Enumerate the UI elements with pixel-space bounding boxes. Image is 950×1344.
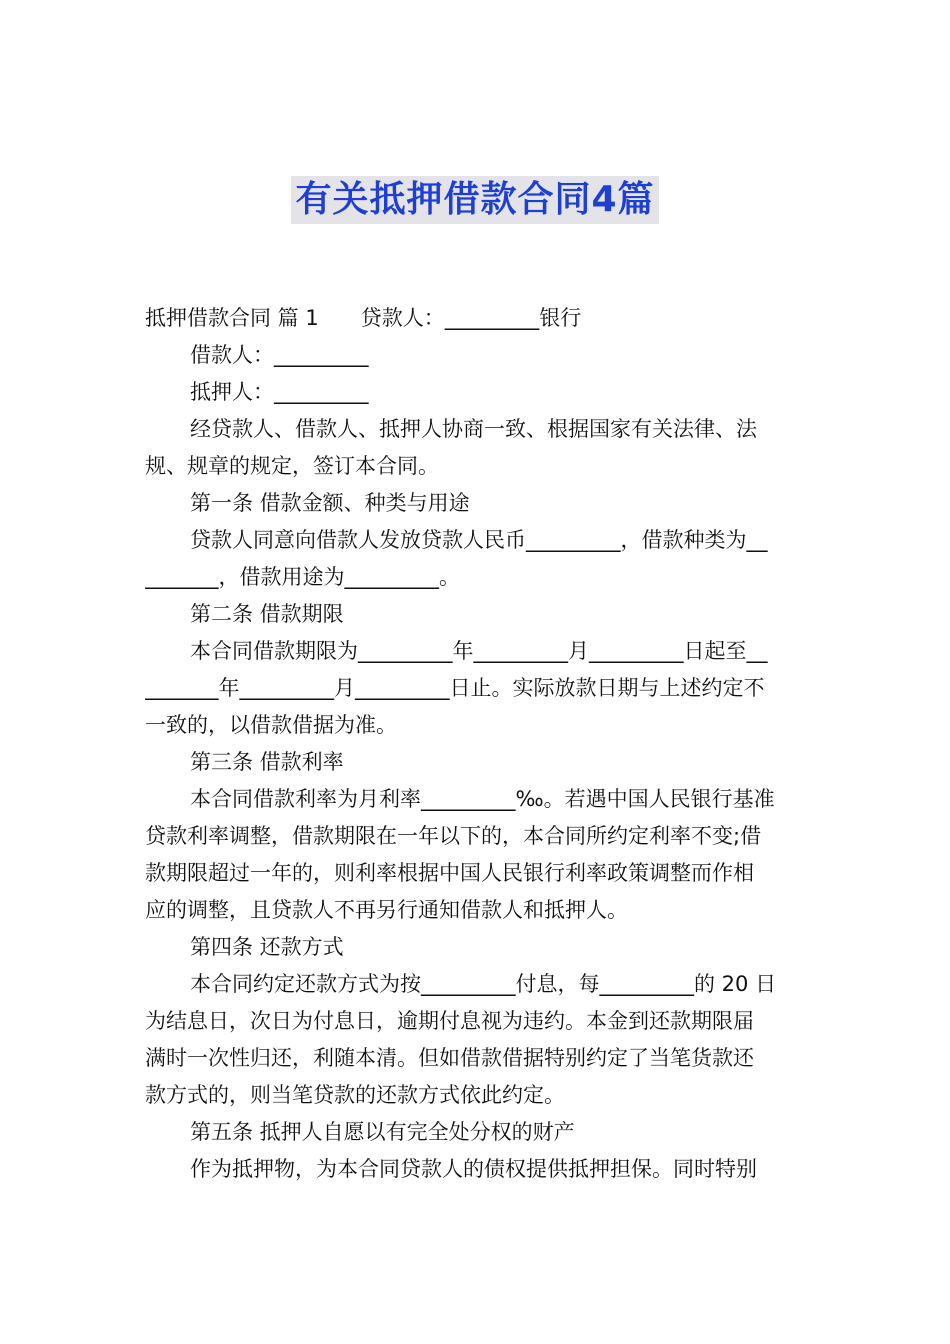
paragraph-line: 款方式的，则当笔贷款的还款方式依此约定。 xyxy=(145,1083,565,1107)
paragraph-line: 第一条 借款金额、种类与用途 xyxy=(190,491,470,515)
paragraph-line: 抵押借款合同 篇 1 贷款人：_________银行 xyxy=(145,306,582,330)
paragraph-line: 满时一次性归还，利随本清。但如借款借据特别约定了当笔货款还 xyxy=(145,1046,754,1070)
paragraph-line: 第五条 抵押人自愿以有完全处分权的财产 xyxy=(190,1120,575,1144)
paragraph-line: 第四条 还款方式 xyxy=(190,935,344,959)
document-title: 有关抵押借款合同4篇 xyxy=(291,176,658,224)
paragraph-line: 一致的，以借款借据为准。 xyxy=(145,713,397,737)
paragraph-line: 第二条 借款期限 xyxy=(190,602,344,626)
paragraph-line: 规、规章的规定，签订本合同。 xyxy=(145,454,439,478)
paragraph-line: 作为抵押物，为本合同贷款人的债权提供抵押担保。同时特别 xyxy=(190,1157,757,1181)
paragraph-line: _______年_________月_________日止。实际放款日期与上述约定不 xyxy=(145,676,765,700)
paragraph-line: 本合同借款利率为月利率_________‰。若遇中国人民银行基准 xyxy=(190,787,775,811)
paragraph-line: 款期限超过一年的，则利率根据中国人民银行利率政策调整而作相 xyxy=(145,861,754,885)
paragraph-line: _______，借款用途为_________。 xyxy=(145,565,460,589)
paragraph-line: 借款人：_________ xyxy=(190,343,369,367)
title-container xyxy=(0,176,950,224)
paragraph-line: 第三条 借款利率 xyxy=(190,750,344,774)
paragraph-line: 贷款人同意向借款人发放贷款人民币_________，借款种类为__ xyxy=(190,528,768,552)
paragraph-line: 为结息日，次日为付息日，逾期付息视为违约。本金到还款期限届 xyxy=(145,1009,754,1033)
paragraph-line: 本合同约定还款方式为按_________付息，每_________的 20 日 xyxy=(190,972,777,996)
paragraph-line: 应的调整，且贷款人不再另行通知借款人和抵押人。 xyxy=(145,898,628,922)
paragraph-line: 本合同借款期限为_________年_________月_________日起至__ xyxy=(190,639,768,663)
document-body xyxy=(145,300,807,1188)
paragraph-line: 贷款利率调整，借款期限在一年以下的，本合同所约定利率不变;借 xyxy=(145,824,762,848)
paragraph-line: 抵押人：_________ xyxy=(190,380,369,404)
paragraph-line: 经贷款人、借款人、抵押人协商一致、根据国家有关法律、法 xyxy=(190,417,757,441)
